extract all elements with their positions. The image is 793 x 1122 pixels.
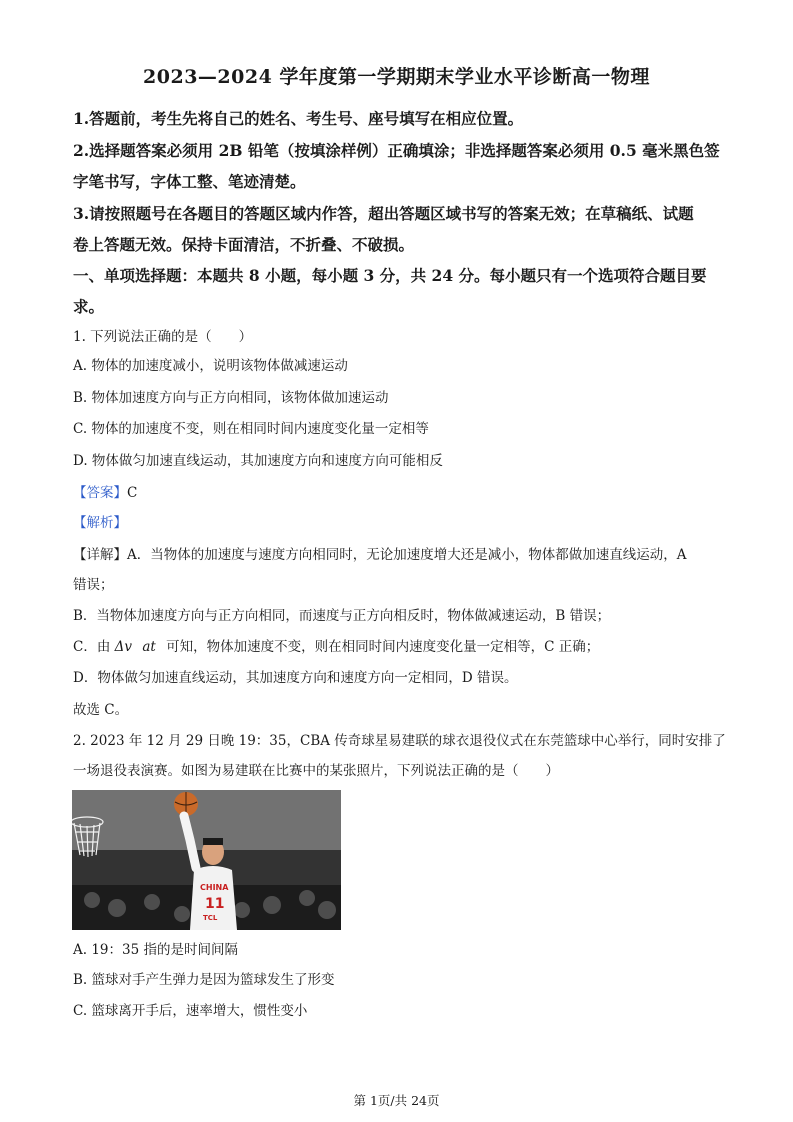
- section-heading-cont: 求。: [73, 297, 105, 316]
- photo-illustration: [72, 790, 341, 930]
- detail-a-text: A．当物体的加速度与速度方向相同时，无论加速度增大还是减小，物体都做加速直线运动，A: [127, 547, 687, 563]
- q1-option-b: B. 物体加速度方向与正方向相同，该物体做加速运动: [73, 390, 389, 406]
- q1-detail-a-cont: 错误；: [73, 577, 114, 593]
- detail-c-prefix: C．由: [73, 639, 111, 655]
- q1-option-d: D. 物体做匀加速直线运动，其加速度方向和速度方向可能相反: [73, 453, 443, 469]
- svg-text:11: 11: [205, 896, 225, 912]
- q2-stem-line-1: 2. 2023 年 12 月 29 日晚 19：35，CBA 传奇球星易建联的球衣退役仪式在东莞篮球中心举行，同时安排了: [73, 733, 726, 749]
- q1-answer: [73, 484, 723, 502]
- answer-value: C: [127, 485, 138, 501]
- q2-option-b: B. 篮球对手产生弹力是因为篮球发生了形变: [73, 972, 335, 988]
- q1-detail-c: [73, 638, 723, 656]
- q2-option-c: C. 篮球离开手后，速率增大，惯性变小: [73, 1003, 308, 1019]
- q1-detail-a: [73, 546, 723, 564]
- notice-3-cont: 卷上答题无效。保持卡面清洁，不折叠、不破损。: [73, 235, 415, 254]
- q1-option-a: A. 物体的加速度减小，说明该物体做减速运动: [73, 358, 348, 374]
- q2-option-a: A. 19：35 指的是时间间隔: [73, 942, 238, 958]
- notice-2-cont: 字笔书写，字体工整、笔迹清楚。: [73, 172, 306, 191]
- notice-1: 1.答题前，考生先将自己的姓名、考生号、座号填写在相应位置。: [73, 109, 524, 128]
- notice-2: 2.选择题答案必须用 2B 铅笔（按填涂样例）正确填涂；非选择题答案必须用 0.5 毫米黑色签: [73, 141, 720, 160]
- notice-3: 3.请按照题号在各题目的答题区域内作答，超出答题区域书写的答案无效；在草稿纸、试题: [73, 204, 694, 223]
- analysis-tag: 【解析】: [73, 515, 127, 531]
- q1-conclusion: 故选 C。: [73, 702, 129, 718]
- svg-text:CHINA: CHINA: [200, 883, 229, 892]
- formula-delta-v: Δv: [114, 639, 133, 655]
- formula-delta-t: at: [142, 639, 156, 655]
- q1-detail-d: D．物体做匀加速直线运动，其加速度方向和速度方向一定相同，D 错误。: [73, 670, 518, 686]
- page-title: 2023—2024 学年度第一学期期末学业水平诊断高一物理: [143, 66, 650, 88]
- q1-analysis-tag: [73, 514, 723, 532]
- answer-tag: 【答案】: [73, 485, 127, 501]
- q1-detail-b: B．当物体加速度方向与正方向相同，而速度与正方向相反时，物体做减速运动，B 错误；: [73, 608, 611, 624]
- basketball-player-photo: [72, 790, 341, 930]
- svg-text:TCL: TCL: [203, 914, 218, 922]
- q2-stem-line-2: 一场退役表演赛。如图为易建联在比赛中的某张照片，下列说法正确的是（ ）: [73, 763, 559, 779]
- page-footer: 第 1页/共 24页: [353, 1093, 440, 1108]
- section-heading: 一、单项选择题：本题共 8 小题，每小题 3 分，共 24 分。每小题只有一个选项符合题目要: [73, 266, 707, 285]
- q1-option-c: C. 物体的加速度不变，则在相同时间内速度变化量一定相等: [73, 421, 429, 437]
- q1-stem: 1. 下列说法正确的是（ ）: [73, 329, 253, 345]
- detail-tag: 【详解】: [73, 547, 127, 563]
- detail-c-text: 可知，物体加速度不变，则在相同时间内速度变化量一定相等，C 正确；: [166, 639, 600, 655]
